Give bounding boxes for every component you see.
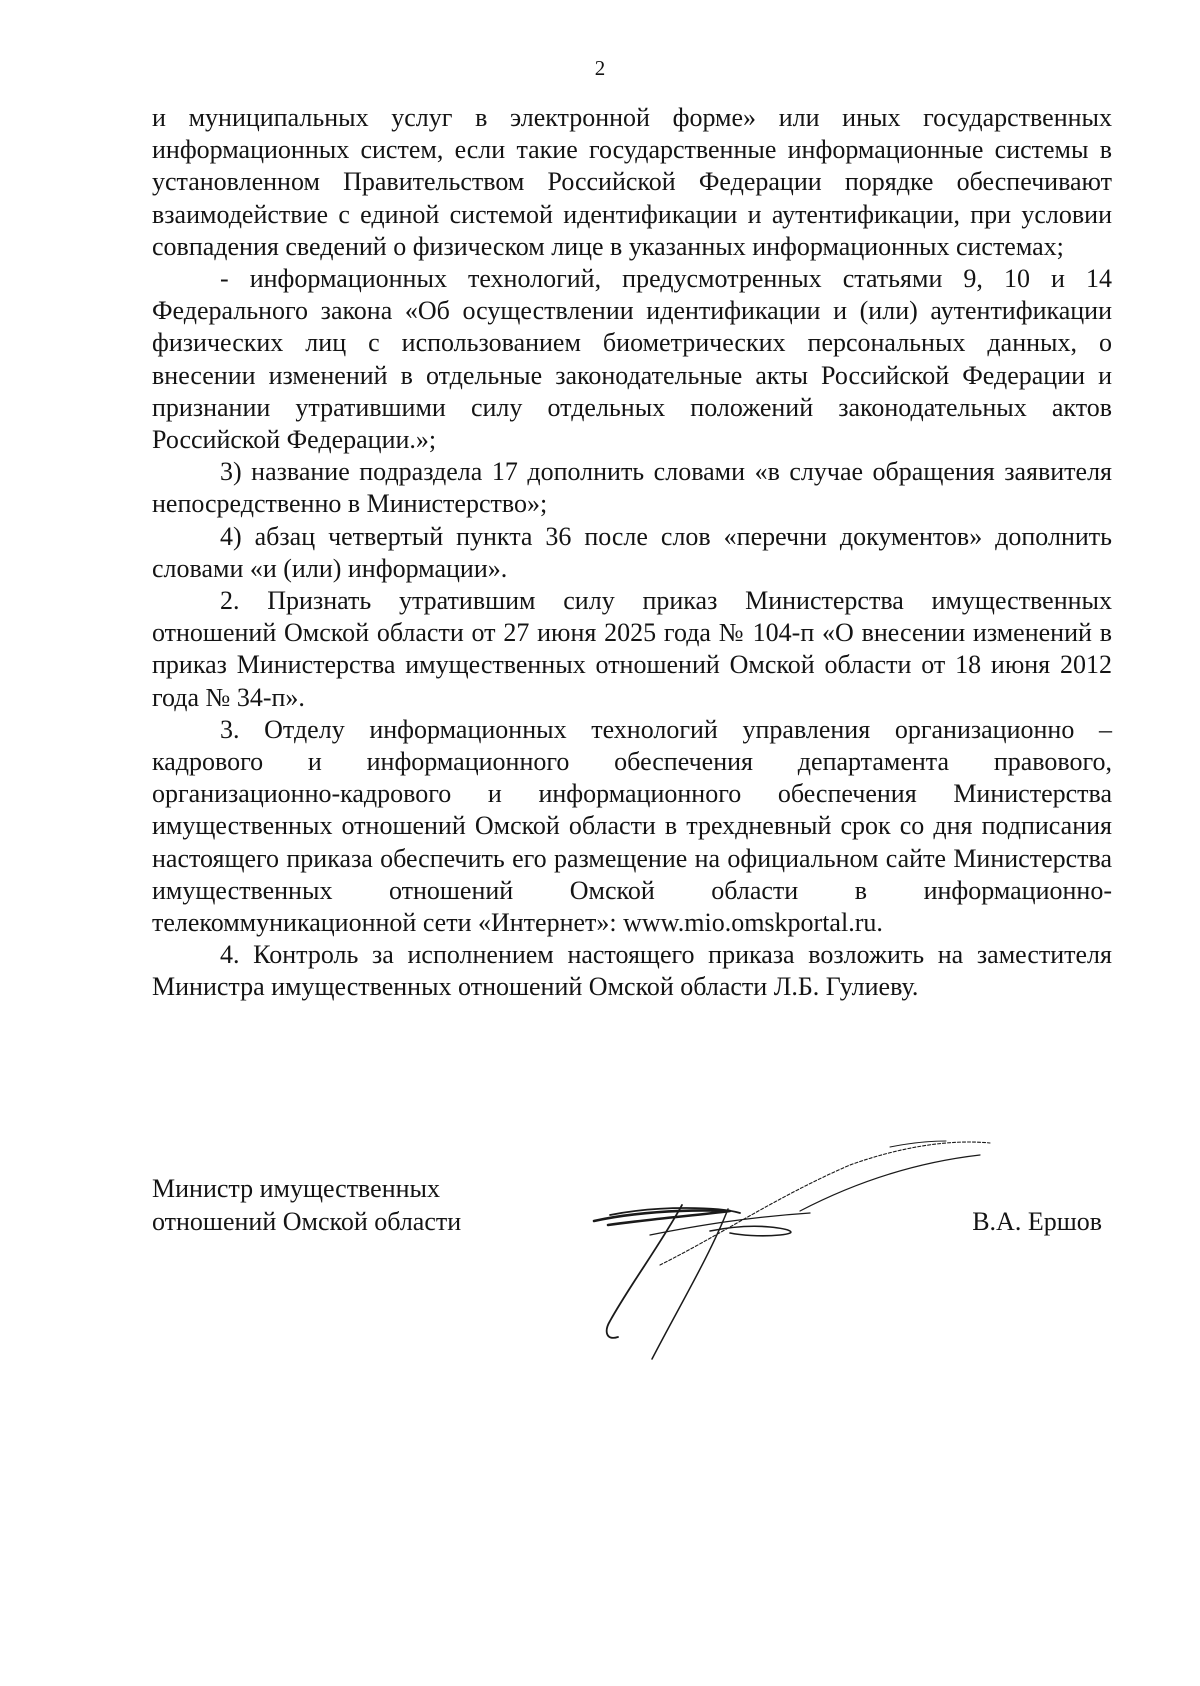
page-number: 2 (594, 56, 606, 80)
signer-position (152, 1172, 461, 1238)
signer-position-line-1: Министр имущественных (152, 1174, 441, 1203)
paragraph-continuation: и муниципальных услуг в электронной форме» или иных государственных информационных систем, если такие государственные информационные системы в установленном Правительством Российской Федерации порядке обеспечивают взаимодействие с единой системой идентификации и аутентификации, при условии совпадения сведений о физическом лице в указанных информационных системах; (152, 103, 1112, 261)
handwritten-signature-icon (590, 1135, 1050, 1375)
signer-position-line-2: отношений Омской области (152, 1207, 462, 1236)
paragraph-item-3: 3) название подраздела 17 дополнить словами «в случае обращения заявителя непосредственно в Министерство»; (152, 457, 1112, 519)
document-body (152, 102, 1112, 1004)
paragraph-clause-4: 4. Контроль за исполнением настоящего приказа возложить на заместителя Министра имущественных отношений Омской области Л.Б. Гулиеву. (152, 940, 1112, 1002)
signer-name: В.А. Ершов (972, 1207, 1102, 1236)
paragraph-item-4: 4) абзац четвертый пункта 36 после слов «перечни документов» дополнить словами «и (или) информации». (152, 521, 1112, 583)
paragraph-clause-2: 2. Признать утратившим силу приказ Министерства имущественных отношений Омской области от 27 июня 2025 года № 104-п «О внесении изменений в приказ Министерства имущественных отношений Омской области от 18 июня 2012 года № 34-п». (152, 586, 1112, 712)
paragraph-information-technologies: - информационных технологий, предусмотренных статьями 9, 10 и 14 Федерального закона «Об осуществлении идентификации и (или) аутентификации физических лиц с использованием биометрических персональных данных, о внесении изменений в отдельные законодательные акты Российской Федерации и признании утратившими силу отдельных положений законодательных актов Российской Федерации.»; (152, 264, 1112, 455)
paragraph-clause-3: 3. Отделу информационных технологий управления организационно – кадрового и информационного обеспечения департамента правового, организационно-кадрового и информационного обеспечения Министерства имущественных отношений Омской области в трехдневный срок со дня подписания настоящего приказа обеспечить его размещение на официальном сайте Министерства имущественных отношений Омской области в информационно-телекоммуникационной сети «Интернет»: www.mio.omskportal.ru. (152, 714, 1112, 938)
